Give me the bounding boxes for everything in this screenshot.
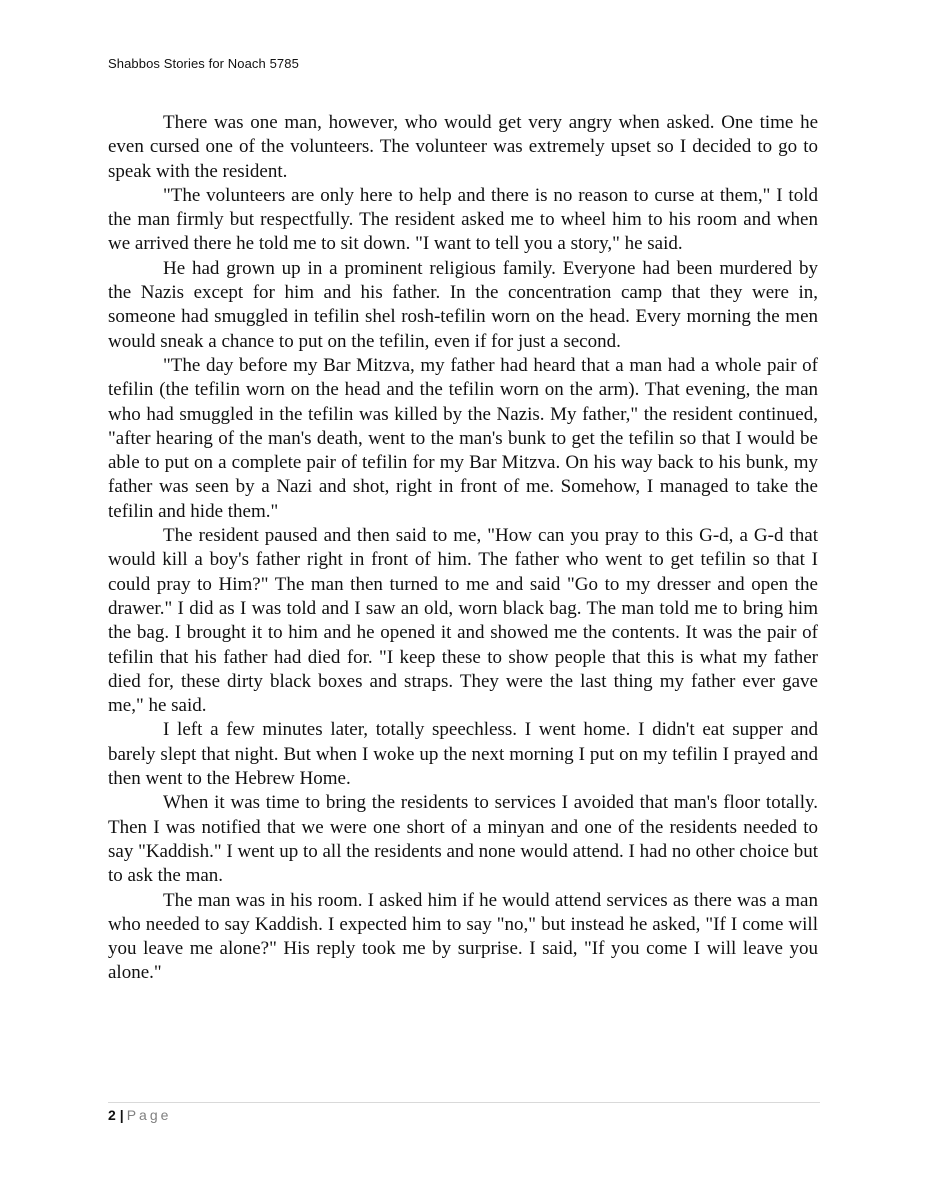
- paragraph: I left a few minutes later, totally speechless. I went home. I didn't eat supper and barely slept that night. But when I woke up the next morning I put on my tefilin I prayed and then went to the Hebrew Home.: [108, 719, 818, 790]
- paragraph: When it was time to bring the residents to services I avoided that man's floor totally. Then I was notified that we were one short of a minyan and one of the residents needed to say "Kaddish." I went up to all the residents and none would attend. I had no other choice but to ask the man.: [108, 792, 818, 887]
- page-label: Page: [126, 1107, 172, 1123]
- paragraph: The resident paused and then said to me, "How can you pray to this G-d, a G-d that would kill a boy's father right in front of him. The father who went to get tefilin so that I could pray to Him?" The man then turned to me and said "Go to my dresser and open the drawer." I did as I was told and I saw an old, worn black bag. The man told me to bring him the bag. I brought it to him and he opened it and showed me the contents. It was the pair of tefilin that his father had died for. "I keep these to show people that this is what my father died for, these dirty black boxes and straps. They were the last thing my father ever gave me," he said.: [108, 525, 818, 717]
- running-header-title: Shabbos Stories for Noach 5785: [108, 56, 299, 71]
- paragraph: The man was in his room. I asked him if he would attend services as there was a man who needed to say Kaddish. I expected him to say "no," but instead he asked, "If I come will you leave me alone?" His reply took me by surprise. I said, "If you come I will leave you alone.": [108, 889, 818, 984]
- paragraph: There was one man, however, who would get very angry when asked. One time he even cursed one of the volunteers. The volunteer was extremely upset so I decided to go to speak with the resident.: [108, 112, 818, 182]
- footer-separator: |: [119, 1107, 124, 1123]
- footer-divider: [108, 1102, 820, 1103]
- page-footer: [108, 1107, 171, 1123]
- paragraph: "The volunteers are only here to help and there is no reason to curse at them," I told the man firmly but respectfully. The resident asked me to wheel him to his room and when we arrived there he told me to sit down. "I want to tell you a story," he said.: [108, 184, 818, 255]
- paragraph: He had grown up in a prominent religious family. Everyone had been murdered by the Nazis except for him and his father. In the concentration camp that they were in, someone had smuggled in tefilin shel rosh-tefilin worn on the head. Every morning the men would sneak a chance to put on the tefilin, even if for just a second.: [108, 257, 818, 352]
- page-number: 2: [108, 1107, 116, 1123]
- body-text: [108, 111, 818, 986]
- paragraph: "The day before my Bar Mitzva, my father had heard that a man had a whole pair of tefilin (the tefilin worn on the head and the tefilin worn on the arm). That evening, the man who had smuggled in the tefilin was killed by the Nazis. My father," the resident continued, "after hearing of the man's death, went to the man's bunk to get the tefilin so that I would be able to put on a complete pair of tefilin for my Bar Mitzva. On his way back to his bunk, my father was seen by a Nazi and shot, right in front of me. Somehow, I managed to take the tefilin and hide them.": [108, 354, 818, 522]
